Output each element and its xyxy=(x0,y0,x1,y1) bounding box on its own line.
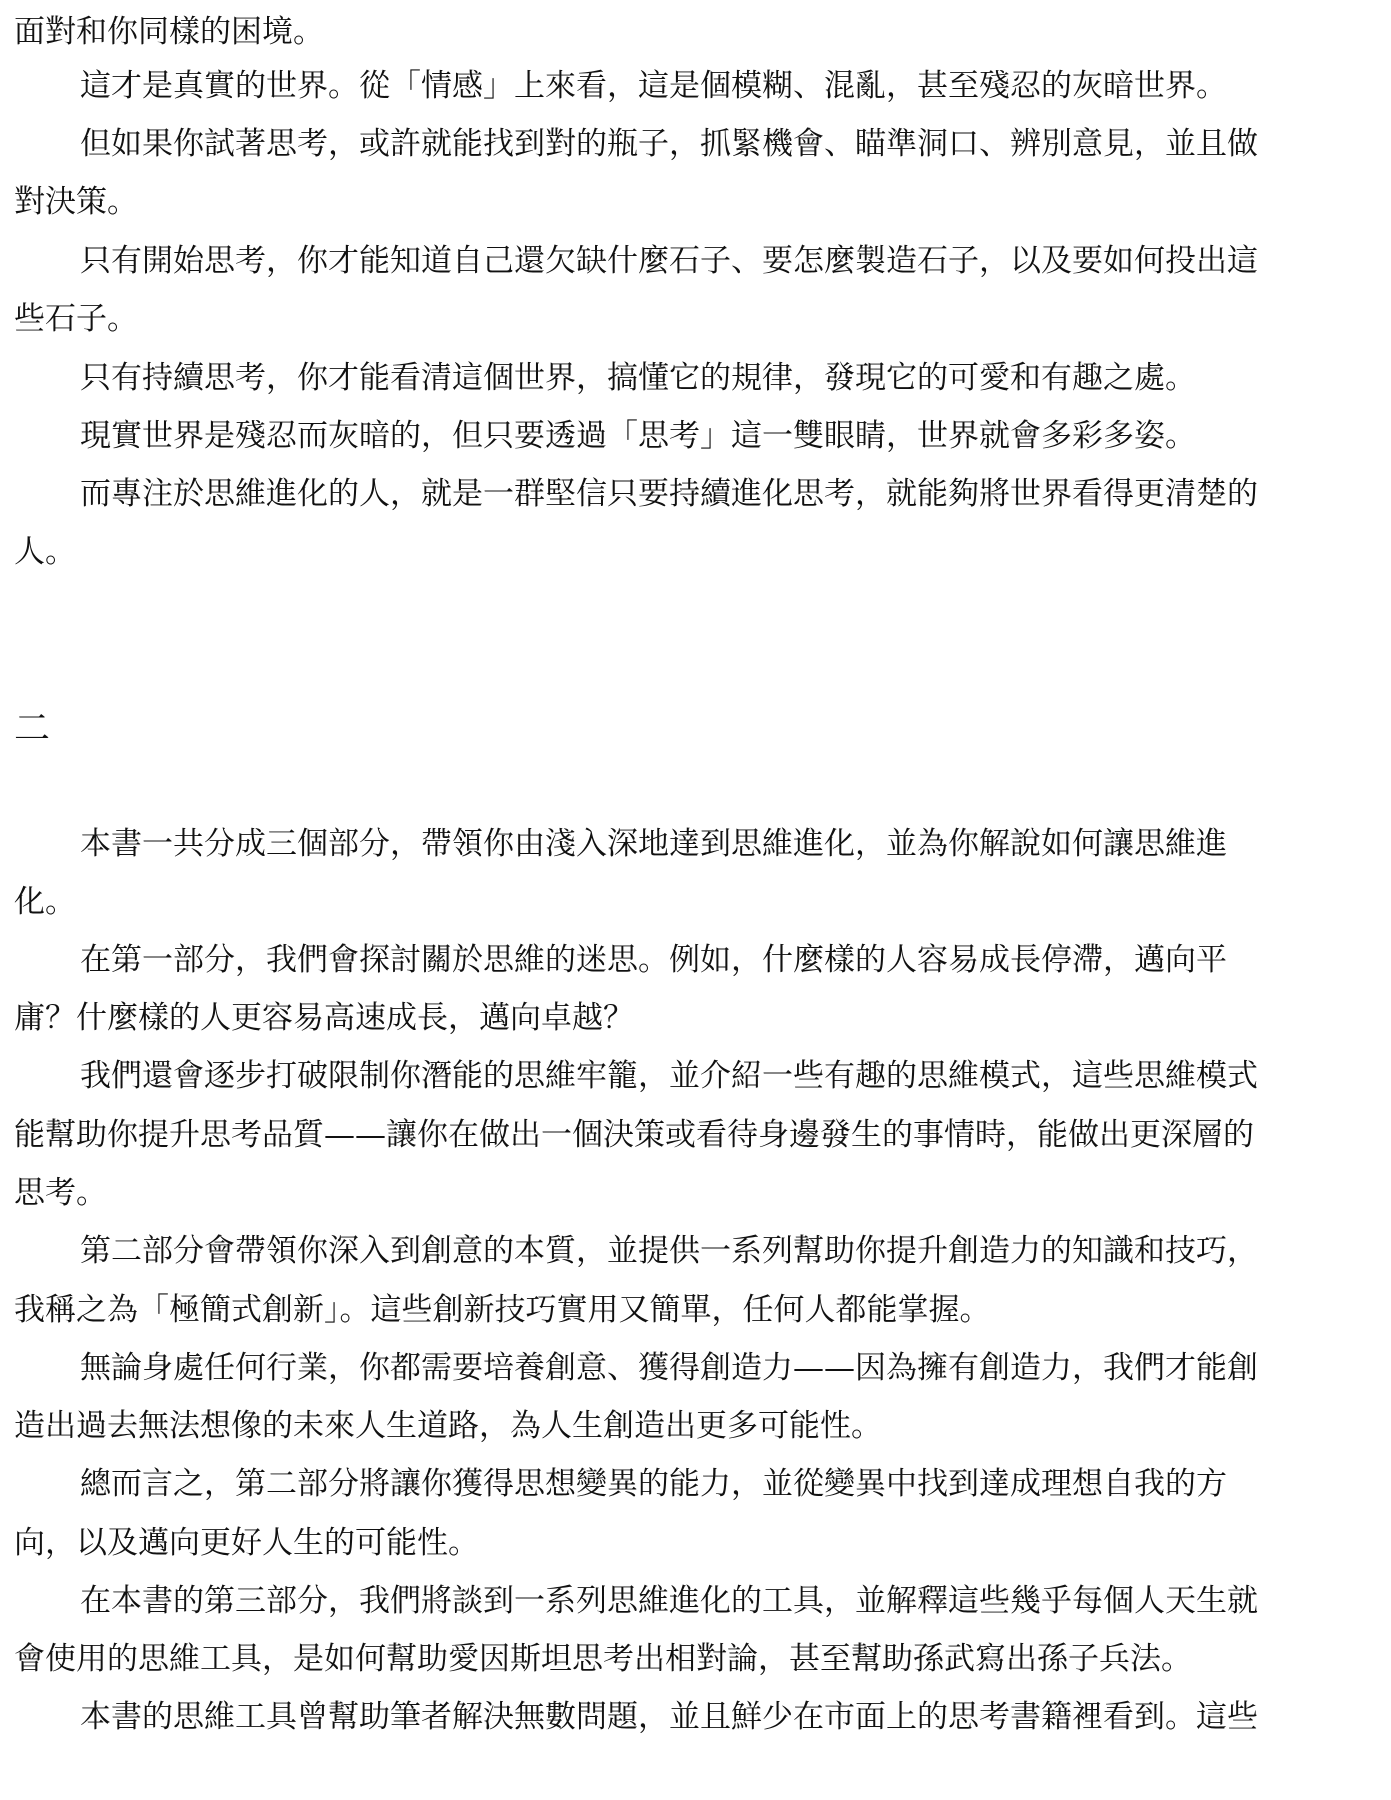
text-line: 人。 xyxy=(14,534,76,570)
text-line: 向，以及邁向更好人生的可能性。 xyxy=(14,1525,479,1561)
text-line: 造出過去無法想像的未來人生道路，為人生創造出更多可能性。 xyxy=(14,1408,882,1444)
paragraph-line: 我們還會逐步打破限制你潛能的思維牢籠，並介紹一些有趣的思維模式，這些思維模式 xyxy=(80,1058,1258,1094)
paragraph-line: 在第一部分，我們會探討關於思維的迷思。例如，什麼樣的人容易成長停滯，邁向平 xyxy=(80,942,1227,978)
text-line: 會使用的思維工具，是如何幫助愛因斯坦思考出相對論，甚至幫助孫武寫出孫子兵法。 xyxy=(14,1641,1192,1677)
section-heading: 二 xyxy=(14,708,51,749)
text-line: 能幫助你提升思考品質——讓你在做出一個決策或看待身邊發生的事情時，能做出更深層的 xyxy=(14,1117,1254,1153)
text-line: 面對和你同樣的困境。 xyxy=(14,14,324,50)
text-line: 思考。 xyxy=(14,1175,107,1211)
paragraph-line: 總而言之，第二部分將讓你獲得思想變異的能力，並從變異中找到達成理想自我的方 xyxy=(80,1466,1227,1502)
paragraph-line: 這才是真實的世界。從「情感」上來看，這是個模糊、混亂，甚至殘忍的灰暗世界。 xyxy=(80,68,1227,104)
text-line: 對決策。 xyxy=(14,184,138,220)
paragraph-line: 但如果你試著思考，或許就能找到對的瓶子，抓緊機會、瞄準洞口、辨別意見，並且做 xyxy=(80,126,1258,162)
text-line: 我稱之為「極簡式創新」。這些創新技巧實用又簡單，任何人都能掌握。 xyxy=(14,1292,991,1328)
paragraph-line: 只有持續思考，你才能看清這個世界，搞懂它的規律，發現它的可愛和有趣之處。 xyxy=(80,360,1196,396)
paragraph-line: 本書一共分成三個部分，帶領你由淺入深地達到思維進化，並為你解說如何讓思維進 xyxy=(80,826,1227,862)
paragraph-line: 只有開始思考，你才能知道自己還欠缺什麼石子、要怎麼製造石子，以及要如何投出這 xyxy=(80,243,1258,279)
text-line: 些石子。 xyxy=(14,301,138,337)
paragraph-line: 本書的思維工具曾幫助筆者解決無數問題，並且鮮少在市面上的思考書籍裡看到。這些 xyxy=(80,1699,1258,1735)
paragraph-line: 第二部分會帶領你深入到創意的本質，並提供一系列幫助你提升創造力的知識和技巧， xyxy=(80,1233,1258,1269)
paragraph-line: 在本書的第三部分，我們將談到一系列思維進化的工具，並解釋這些幾乎每個人天生就 xyxy=(80,1583,1258,1619)
text-line: 庸？什麼樣的人更容易高速成長，邁向卓越？ xyxy=(14,1000,634,1036)
paragraph-line: 現實世界是殘忍而灰暗的，但只要透過「思考」這一雙眼睛，世界就會多彩多姿。 xyxy=(80,418,1196,454)
paragraph-line: 而專注於思維進化的人，就是一群堅信只要持續進化思考，就能夠將世界看得更清楚的 xyxy=(80,476,1258,512)
paragraph-line: 無論身處任何行業，你都需要培養創意、獲得創造力——因為擁有創造力，我們才能創 xyxy=(80,1350,1258,1386)
text-line: 化。 xyxy=(14,884,76,920)
